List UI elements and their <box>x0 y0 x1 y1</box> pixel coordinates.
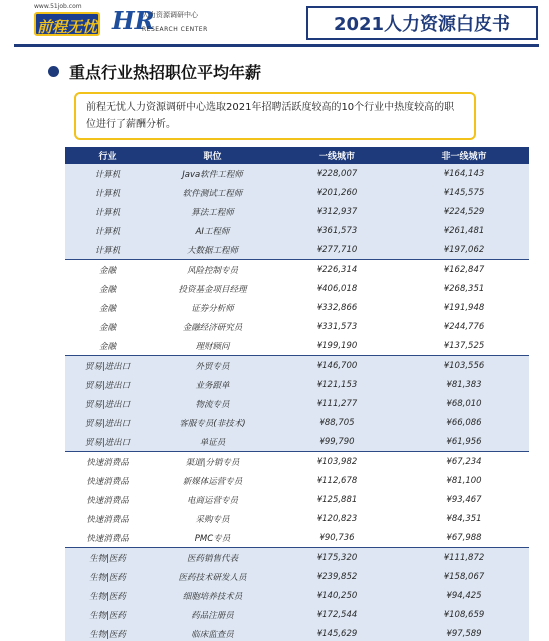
cell-non-tier1-salary: ¥61,956 <box>399 433 529 452</box>
salary-table <box>65 147 529 641</box>
cell-industry: 贸易|进出口 <box>65 413 150 432</box>
cell-tier1-salary: ¥90,736 <box>275 529 399 548</box>
table-row <box>65 356 529 375</box>
cell-tier1-salary: ¥146,700 <box>275 356 399 375</box>
cell-position: 风险控制专员 <box>150 260 275 279</box>
cell-tier1-salary: ¥228,007 <box>275 164 399 183</box>
cell-position: 采购专员 <box>150 509 275 528</box>
header-non-tier1: 非一线城市 <box>399 147 529 164</box>
table-row <box>65 490 529 509</box>
table-row <box>65 567 529 586</box>
cell-position: 电商运营专员 <box>150 490 275 509</box>
cell-non-tier1-salary: ¥94,425 <box>399 586 529 605</box>
table-row <box>65 298 529 317</box>
table-row <box>65 337 529 356</box>
table-row <box>65 452 529 471</box>
intro-callout: 前程无忧人力资源调研中心选取2021年招聘活跃度较高的10个行业中热度较高的职位进行了薪酬分析。 <box>74 92 476 140</box>
cell-non-tier1-salary: ¥67,234 <box>399 452 529 471</box>
cell-position: 物流专员 <box>150 394 275 413</box>
cell-position: 单证员 <box>150 433 275 452</box>
cell-industry: 金融 <box>65 298 150 317</box>
cell-industry: 计算机 <box>65 164 150 183</box>
whitepaper-banner <box>306 6 538 40</box>
cell-industry: 计算机 <box>65 183 150 202</box>
logo-url: www.51job.com <box>34 3 82 10</box>
header-position: 职位 <box>150 147 275 164</box>
cell-position: 业务跟单 <box>150 375 275 394</box>
cell-non-tier1-salary: ¥145,575 <box>399 183 529 202</box>
cell-tier1-salary: ¥361,573 <box>275 222 399 241</box>
cell-tier1-salary: ¥145,629 <box>275 625 399 641</box>
51job-logo <box>34 4 100 38</box>
cell-non-tier1-salary: ¥68,010 <box>399 394 529 413</box>
cell-industry: 计算机 <box>65 222 150 241</box>
table-row <box>65 375 529 394</box>
cell-industry: 金融 <box>65 318 150 337</box>
cell-tier1-salary: ¥140,250 <box>275 586 399 605</box>
cell-industry: 快速消费品 <box>65 529 150 548</box>
salary-table-body <box>65 164 529 641</box>
cell-tier1-salary: ¥112,678 <box>275 471 399 490</box>
table-row <box>65 260 529 279</box>
cell-position: 医药技术研发人员 <box>150 567 275 586</box>
cell-industry: 生物|医药 <box>65 548 150 567</box>
cell-tier1-salary: ¥406,018 <box>275 279 399 298</box>
cell-position: 金融经济研究员 <box>150 318 275 337</box>
table-row <box>65 433 529 452</box>
cell-non-tier1-salary: ¥97,589 <box>399 625 529 641</box>
cell-non-tier1-salary: ¥224,529 <box>399 202 529 221</box>
cell-position: 药品注册员 <box>150 605 275 624</box>
section-title: 重点行业热招职位平均年薪 <box>69 62 262 82</box>
cell-tier1-salary: ¥172,544 <box>275 605 399 624</box>
header-tier1: 一线城市 <box>275 147 399 164</box>
cell-industry: 贸易|进出口 <box>65 375 150 394</box>
cell-tier1-salary: ¥331,573 <box>275 318 399 337</box>
section-heading <box>48 60 261 82</box>
cell-industry: 快速消费品 <box>65 452 150 471</box>
cell-tier1-salary: ¥99,790 <box>275 433 399 452</box>
cell-non-tier1-salary: ¥108,659 <box>399 605 529 624</box>
cell-non-tier1-salary: ¥67,988 <box>399 529 529 548</box>
table-row <box>65 471 529 490</box>
cell-non-tier1-salary: ¥84,351 <box>399 509 529 528</box>
cell-non-tier1-salary: ¥137,525 <box>399 337 529 356</box>
table-row <box>65 548 529 567</box>
cell-position: 投资基金项目经理 <box>150 279 275 298</box>
cell-position: 客服专员(非技术) <box>150 413 275 432</box>
cell-position: 算法工程师 <box>150 202 275 221</box>
header-divider <box>14 44 539 47</box>
cell-tier1-salary: ¥201,260 <box>275 183 399 202</box>
cell-tier1-salary: ¥125,881 <box>275 490 399 509</box>
cell-tier1-salary: ¥239,852 <box>275 567 399 586</box>
cell-industry: 生物|医药 <box>65 625 150 641</box>
logo-badge <box>34 12 100 36</box>
cell-tier1-salary: ¥175,320 <box>275 548 399 567</box>
cell-non-tier1-salary: ¥93,467 <box>399 490 529 509</box>
cell-non-tier1-salary: ¥191,948 <box>399 298 529 317</box>
cell-tier1-salary: ¥88,705 <box>275 413 399 432</box>
cell-industry: 金融 <box>65 337 150 356</box>
cell-non-tier1-salary: ¥244,776 <box>399 318 529 337</box>
table-row <box>65 413 529 432</box>
cell-industry: 快速消费品 <box>65 471 150 490</box>
cell-industry: 生物|医药 <box>65 586 150 605</box>
table-row <box>65 529 529 548</box>
cell-industry: 金融 <box>65 260 150 279</box>
cell-tier1-salary: ¥121,153 <box>275 375 399 394</box>
cell-position: 证券分析师 <box>150 298 275 317</box>
table-row <box>65 394 529 413</box>
cell-industry: 贸易|进出口 <box>65 394 150 413</box>
table-row <box>65 318 529 337</box>
cell-position: 新媒体运营专员 <box>150 471 275 490</box>
research-center-en: RESEARCH CENTER <box>142 26 208 33</box>
cell-position: Java软件工程师 <box>150 164 275 183</box>
table-row <box>65 222 529 241</box>
cell-tier1-salary: ¥312,937 <box>275 202 399 221</box>
cell-industry: 生物|医药 <box>65 605 150 624</box>
cell-industry: 快速消费品 <box>65 490 150 509</box>
table-row <box>65 183 529 202</box>
cell-position: 软件测试工程师 <box>150 183 275 202</box>
cell-industry: 金融 <box>65 279 150 298</box>
cell-position: PMC专员 <box>150 529 275 548</box>
cell-non-tier1-salary: ¥81,100 <box>399 471 529 490</box>
cell-position: 外贸专员 <box>150 356 275 375</box>
table-row <box>65 625 529 641</box>
cell-position: AI工程师 <box>150 222 275 241</box>
cell-position: 医药销售代表 <box>150 548 275 567</box>
table-row <box>65 202 529 221</box>
hr-mark: HR <box>112 6 155 35</box>
cell-tier1-salary: ¥111,277 <box>275 394 399 413</box>
table-row <box>65 509 529 528</box>
table-row <box>65 605 529 624</box>
cell-non-tier1-salary: ¥81,383 <box>399 375 529 394</box>
banner-title: 2021人力资源白皮书 <box>333 14 511 35</box>
table-row <box>65 164 529 183</box>
cell-non-tier1-salary: ¥66,086 <box>399 413 529 432</box>
cell-non-tier1-salary: ¥197,062 <box>399 241 529 260</box>
research-center-logo <box>112 6 242 40</box>
cell-industry: 快速消费品 <box>65 509 150 528</box>
research-center-cn: 人力资源调研中心 <box>142 11 198 19</box>
cell-position: 临床监查员 <box>150 625 275 641</box>
cell-industry: 计算机 <box>65 241 150 260</box>
cell-industry: 贸易|进出口 <box>65 356 150 375</box>
cell-non-tier1-salary: ¥261,481 <box>399 222 529 241</box>
bullet-dot-icon <box>48 66 59 77</box>
cell-non-tier1-salary: ¥162,847 <box>399 260 529 279</box>
page-header <box>0 0 549 44</box>
table-row <box>65 586 529 605</box>
cell-industry: 贸易|进出口 <box>65 433 150 452</box>
cell-position: 渠道|分销专员 <box>150 452 275 471</box>
table-header-row <box>65 147 529 164</box>
cell-non-tier1-salary: ¥111,872 <box>399 548 529 567</box>
cell-non-tier1-salary: ¥268,351 <box>399 279 529 298</box>
cell-tier1-salary: ¥103,982 <box>275 452 399 471</box>
cell-non-tier1-salary: ¥158,067 <box>399 567 529 586</box>
cell-non-tier1-salary: ¥103,556 <box>399 356 529 375</box>
cell-position: 理财顾问 <box>150 337 275 356</box>
cell-tier1-salary: ¥226,314 <box>275 260 399 279</box>
cell-tier1-salary: ¥277,710 <box>275 241 399 260</box>
cell-tier1-salary: ¥120,823 <box>275 509 399 528</box>
cell-industry: 生物|医药 <box>65 567 150 586</box>
table-row <box>65 279 529 298</box>
cell-tier1-salary: ¥332,866 <box>275 298 399 317</box>
cell-tier1-salary: ¥199,190 <box>275 337 399 356</box>
table-row <box>65 241 529 260</box>
logo-brand: 前程无忧 <box>36 18 97 36</box>
cell-non-tier1-salary: ¥164,143 <box>399 164 529 183</box>
cell-position: 细胞培养技术员 <box>150 586 275 605</box>
cell-position: 大数据工程师 <box>150 241 275 260</box>
cell-industry: 计算机 <box>65 202 150 221</box>
header-industry: 行业 <box>65 147 150 164</box>
